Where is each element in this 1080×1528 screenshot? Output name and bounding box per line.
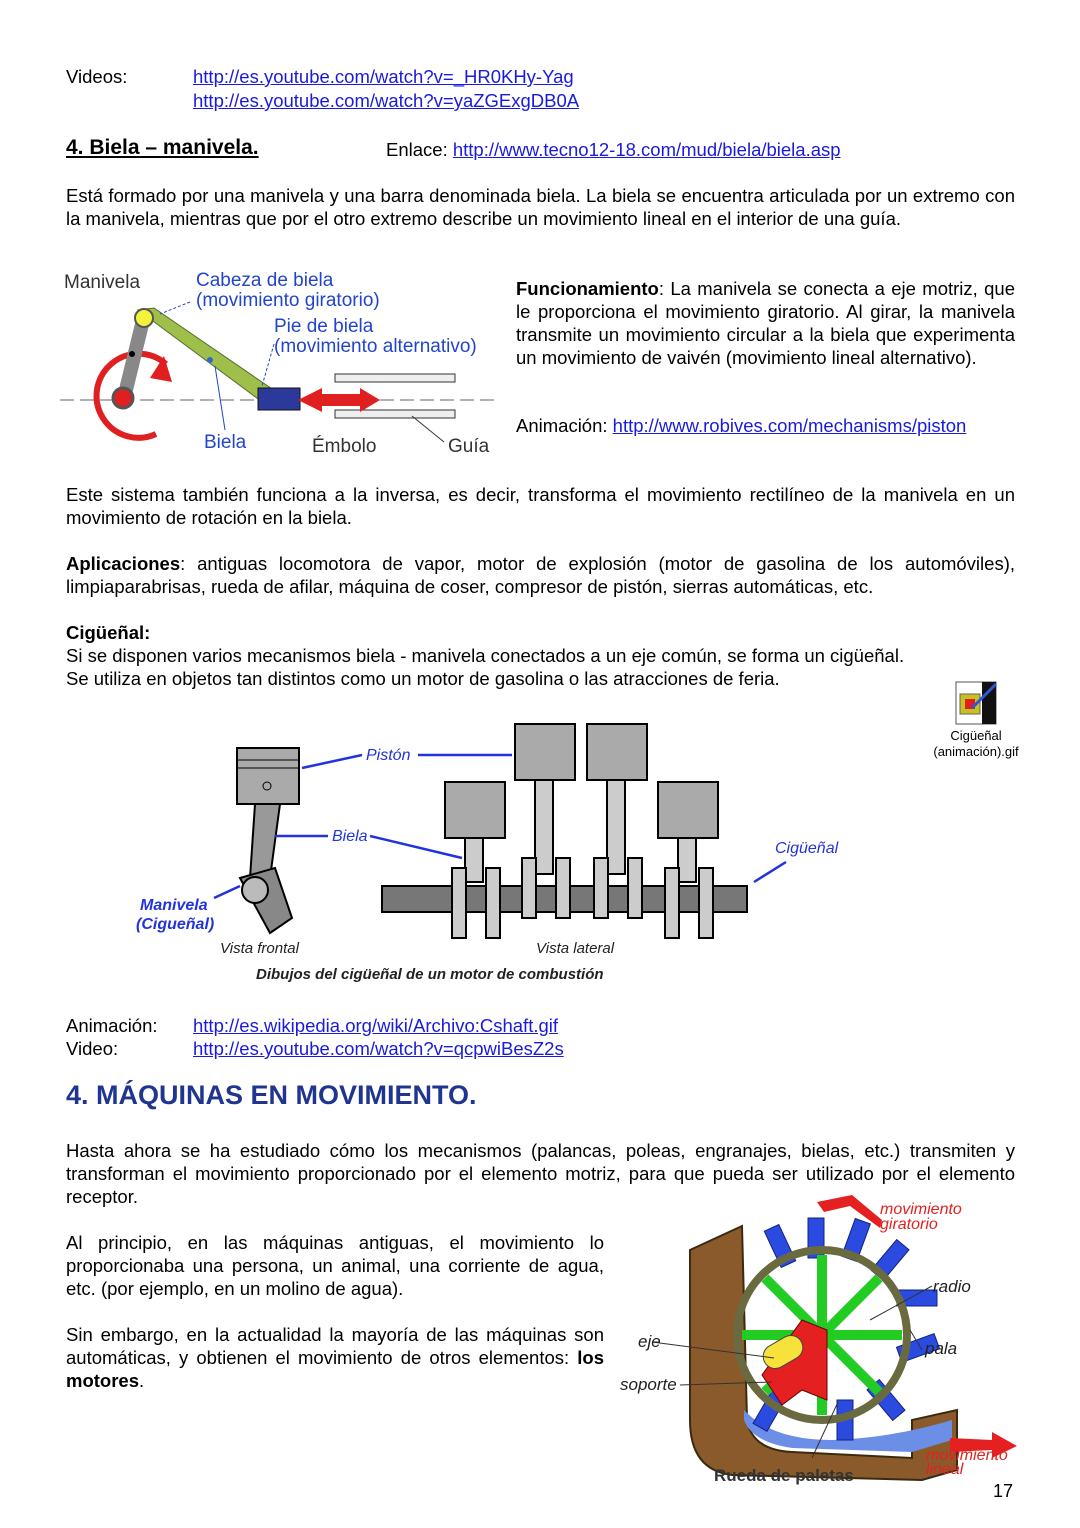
- animacion-row: [516, 414, 966, 437]
- label-embolo: Émbolo: [312, 436, 377, 457]
- label-manivela-2: (Cigueñal): [136, 916, 215, 933]
- label-mov-lineal-2: lineal: [926, 1461, 964, 1478]
- biela-manivela-diagram: [60, 266, 505, 462]
- label-guia: Guía: [448, 436, 490, 457]
- label-piston: Pistón: [366, 747, 411, 764]
- video-link-1[interactable]: http://es.youtube.com/watch?v=_HR0KHy-Yag: [193, 66, 574, 87]
- label-mov-giratorio-1: movimiento: [880, 1201, 962, 1218]
- label-rueda-paletas: Rueda de paletas: [714, 1466, 854, 1485]
- link-row: [386, 138, 841, 161]
- maquinas-paragraph-3: Sin embargo, en la actualidad la mayoría de las máquinas son automáticas, y obtienen el movimiento de otros elementos: los motores.: [66, 1324, 604, 1391]
- ciguenal-title: Cigüeñal:: [66, 622, 151, 643]
- label-vista-frontal: Vista frontal: [220, 940, 299, 957]
- maquinas-paragraph-2: Al principio, en las máquinas antiguas, el movimiento lo proporcionaba una persona, un animal, una corriente de agua, etc. (por ejemplo, en un molino de agua).: [66, 1232, 604, 1299]
- biela-intro: Está formado por una manivela y una barra denominada biela. La biela se encuentra articulada por un extremo con la manivela, mientras que por el otro extremo describe un movimiento lineal en el interior de una guía.: [66, 185, 1015, 229]
- label-biela: Biela: [204, 432, 247, 453]
- animacion-label: Animación:: [516, 415, 608, 436]
- rueda-paletas-diagram: [612, 1190, 1032, 1490]
- label-cabeza-2: (movimiento giratorio): [196, 290, 380, 311]
- label-radio: radio: [933, 1277, 971, 1296]
- gif-file-caption[interactable]: Cigüeñal (animación).gif: [933, 728, 1019, 759]
- wikipedia-link[interactable]: http://es.wikipedia.org/wiki/Archivo:Cshaft.gif: [193, 1015, 559, 1036]
- ciguenal-line-2: Se utiliza en objetos tan distintos como un motor de gasolina o las atracciones de feria.: [66, 668, 780, 689]
- robives-link[interactable]: http://www.robives.com/mechanisms/piston: [612, 415, 967, 436]
- page-number: 17: [993, 1481, 1014, 1501]
- label-eje: eje: [638, 1332, 661, 1351]
- ciguenal-line-1: Si se disponen varios mecanismos biela - manivela conectados a un eje común, se forma un cigüeñal.: [66, 645, 905, 666]
- label-pie-1: Pie de biela: [274, 316, 374, 337]
- funcionamiento-paragraph: [516, 277, 1015, 369]
- animacion2-label: Animación:: [66, 1015, 158, 1036]
- section-heading-biela: 4. Biela – manivela.: [66, 136, 259, 159]
- label-manivela-1: Manivela: [140, 897, 208, 914]
- aplicaciones-paragraph: [66, 552, 1015, 598]
- youtube-link-3[interactable]: http://es.youtube.com/watch?v=qcpwiBesZ2s: [193, 1038, 564, 1059]
- aplicaciones-text: : antiguas locomotora de vapor, motor de explosión (motor de gasolina de los automóviles), limpiaparabrisas, rueda de afilar, máquina de coser, compresor de pistón, sierras automáticas, etc.: [66, 553, 1015, 597]
- label-vista-lateral: Vista lateral: [536, 940, 615, 957]
- aplicaciones-title: Aplicaciones: [66, 553, 181, 574]
- label-cabeza-1: Cabeza de biela: [196, 270, 334, 291]
- videos-label: Videos:: [66, 66, 128, 87]
- label-biela-crank: Biela: [332, 828, 368, 845]
- label-mov-lineal-1: movimiento: [926, 1447, 1008, 1464]
- motores-bold: los motores: [66, 1347, 604, 1391]
- tecno-link[interactable]: http://www.tecno12-18.com/mud/biela/biela.asp: [452, 139, 841, 160]
- gif-file-icon[interactable]: [952, 680, 1000, 726]
- label-mov-giratorio-2: giratorio: [880, 1216, 938, 1233]
- link-label: Enlace:: [386, 139, 448, 160]
- label-ciguenal: Cigüeñal: [775, 840, 839, 857]
- video-label: Video:: [66, 1038, 119, 1059]
- video-link-2[interactable]: http://es.youtube.com/watch?v=yaZGExgDB0A: [193, 90, 580, 111]
- label-pala: pala: [925, 1339, 958, 1358]
- inverse-paragraph: Este sistema también funciona a la inversa, es decir, transforma el movimiento rectilíneo de la manivela en un movimiento de rotación en la biela.: [66, 484, 1015, 528]
- funcionamiento-text: : La manivela se conecta a eje motriz, que le proporciona el movimiento giratorio. Al girar, la manivela transmite un movimiento circular a la biela que experimenta un movimiento de vaivén (movimiento lineal alternativo).: [516, 278, 1015, 368]
- label-manivela: Manivela: [64, 272, 141, 293]
- label-soporte: soporte: [620, 1375, 677, 1394]
- funcionamiento-title: Funcionamiento: [516, 278, 659, 299]
- label-pie-2: (movimiento alternativo): [274, 336, 477, 357]
- ciguenal-diagram: [130, 718, 850, 990]
- crank-caption: Dibujos del cigüeñal de un motor de combustión: [256, 966, 604, 983]
- maquinas-paragraph-1: Hasta ahora se ha estudiado cómo los mecanismos (palancas, poleas, engranajes, bielas, etc.) transmiten y transforman el movimiento proporcionado por el elemento motriz, para que pueda ser utilizado por el elemento receptor.: [66, 1140, 1015, 1207]
- section-heading-maquinas: 4. MÁQUINAS EN MOVIMIENTO.: [66, 1080, 477, 1110]
